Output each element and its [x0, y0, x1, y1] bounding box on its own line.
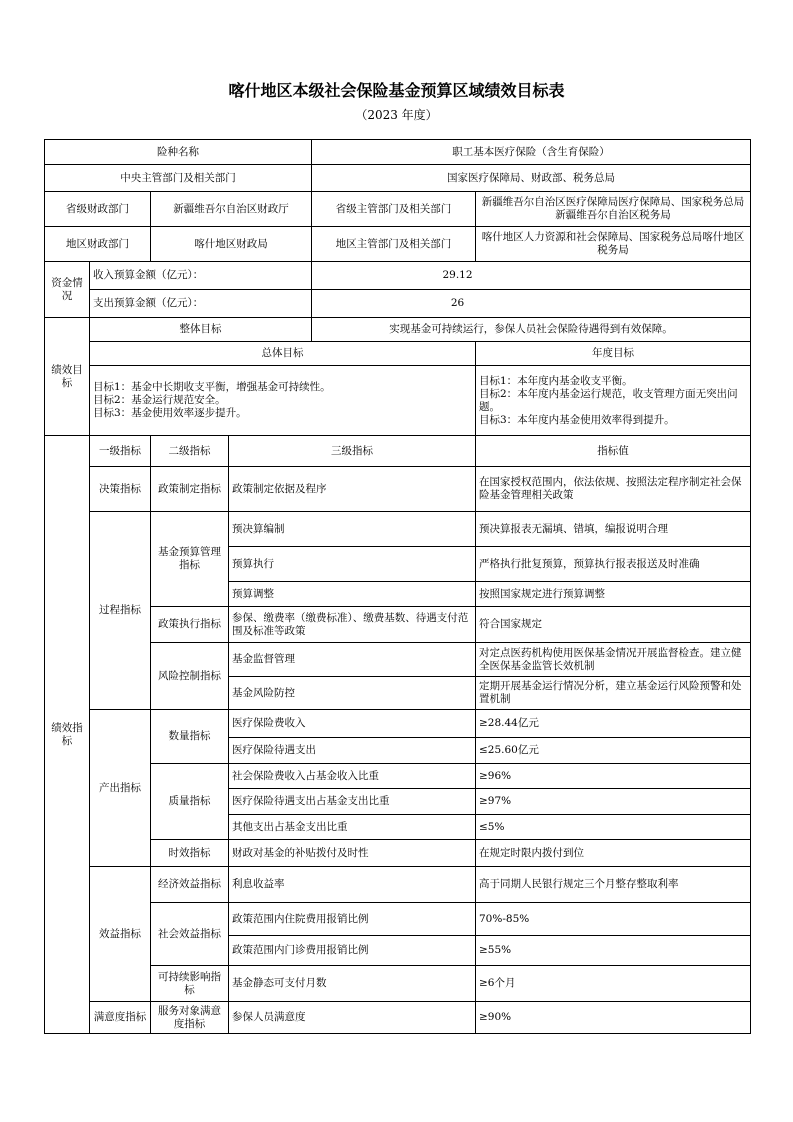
annual-goal-label: 年度目标 [476, 342, 751, 366]
level3-cell: 基金风险防控 [229, 677, 476, 710]
value-cell: ≥96% [476, 764, 751, 789]
funds-section-label: 资金情况 [45, 262, 90, 318]
level2-budget-mgmt: 基金预算管理指标 [151, 512, 229, 607]
total-goal-label: 总体目标 [90, 342, 476, 366]
annual-goal-value: 目标1：本年度内基金收支平衡。 目标2：本年度内基金运行规范，收支管理方面无突出问题。 目标3：本年度内基金使用效率得到提升。 [476, 366, 751, 436]
value-cell: ≥6个月 [476, 966, 751, 1002]
overall-goal-label: 整体目标 [90, 318, 312, 342]
level3-cell: 政策制定依据及程序 [229, 467, 476, 512]
level2-quality: 质量指标 [151, 764, 229, 840]
level1-benefit: 效益指标 [90, 867, 151, 1002]
prov-dept-value: 新疆维吾尔自治区医疗保障局医疗保障局、国家税务总局新疆维吾尔自治区税务局 [476, 192, 751, 227]
total-goal-value: 目标1：基金中长期收支平衡，增强基金可持续性。 目标2：基金运行规范安全。 目标3：基金使用效率逐步提升。 [90, 366, 476, 436]
value-cell: ≥28.44亿元 [476, 710, 751, 738]
level3-cell: 政策范围内门诊费用报销比例 [229, 936, 476, 966]
table-row [45, 1002, 751, 1034]
value-cell: 在国家授权范围内，依法依规、按照法定程序制定社会保险基金管理相关政策 [476, 467, 751, 512]
value-cell: ≥55% [476, 936, 751, 966]
value-cell: 高于同期人民银行规定三个月整存整取利率 [476, 867, 751, 903]
insurance-name-value: 职工基本医疗保险（含生育保险） [312, 140, 751, 165]
level1-output: 产出指标 [90, 710, 151, 867]
level3-cell: 医疗保险费收入 [229, 710, 476, 738]
level3-cell: 参保人员满意度 [229, 1002, 476, 1034]
h-level2: 二级指标 [151, 436, 229, 467]
local-dept-label: 地区主管部门及相关部门 [312, 227, 476, 262]
prov-dept-label: 省级主管部门及相关部门 [312, 192, 476, 227]
central-dept-value: 国家医疗保障局、财政部、税务总局 [312, 165, 751, 192]
value-cell: 预决算报表无漏填、错填，编报说明合理 [476, 512, 751, 547]
value-cell: ≥97% [476, 789, 751, 815]
value-cell: 按照国家规定进行预算调整 [476, 582, 751, 607]
level3-cell: 预算执行 [229, 547, 476, 582]
level2-sustain: 可持续影响指标 [151, 966, 229, 1002]
value-cell: 定期开展基金运行情况分析，建立基金运行风险预警和处置机制 [476, 677, 751, 710]
goals-section-label: 绩效目标 [45, 318, 90, 436]
level2-timeliness: 时效指标 [151, 840, 229, 867]
indicator-header-row [45, 436, 751, 467]
level3-cell: 医疗保险待遇支出 [229, 738, 476, 764]
level3-cell: 医疗保险待遇支出占基金支出比重 [229, 789, 476, 815]
level3-cell: 利息收益率 [229, 867, 476, 903]
prov-finance-value: 新疆维吾尔自治区财政厅 [151, 192, 312, 227]
indicators-section-label: 绩效指标 [45, 436, 90, 1034]
level2-policy-making: 政策制定指标 [151, 467, 229, 512]
page-title: 喀什地区本级社会保险基金预算区域绩效目标表 [228, 81, 565, 100]
value-cell: 严格执行批复预算，预算执行报表报送及时准确 [476, 547, 751, 582]
value-cell: 在规定时限内拨付到位 [476, 840, 751, 867]
value-cell: ≤25.60亿元 [476, 738, 751, 764]
local-row [45, 227, 751, 262]
level2-risk: 风险控制指标 [151, 643, 229, 710]
level3-cell: 社会保险费收入占基金收入比重 [229, 764, 476, 789]
income-value: 29.12 [312, 262, 751, 290]
h-level1: 一级指标 [90, 436, 151, 467]
value-cell: ≥90% [476, 1002, 751, 1034]
level1-satisfaction: 满意度指标 [90, 1002, 151, 1034]
goal-values-row [45, 366, 751, 436]
level2-social: 社会效益指标 [151, 903, 229, 966]
level3-cell: 其他支出占基金支出比重 [229, 815, 476, 840]
level2-quantity: 数量指标 [151, 710, 229, 764]
value-cell: 对定点医药机构使用医保基金情况开展监督检查。建立健全医保基金监管长效机制 [476, 643, 751, 677]
level3-cell: 财政对基金的补贴拨付及时性 [229, 840, 476, 867]
level2-policy-exec: 政策执行指标 [151, 607, 229, 643]
overall-goal-value: 实现基金可持续运行，参保人员社会保险待遇得到有效保障。 [312, 318, 751, 342]
table-row [45, 966, 751, 1002]
table-row [45, 867, 751, 903]
level1-process: 过程指标 [90, 512, 151, 710]
value-cell: ≤5% [476, 815, 751, 840]
prov-row [45, 192, 751, 227]
level1-decision: 决策指标 [90, 467, 151, 512]
central-dept-label: 中央主管部门及相关部门 [45, 165, 312, 192]
h-value: 指标值 [476, 436, 751, 467]
income-label: 收入预算金额（亿元）： [90, 262, 312, 290]
level3-cell: 基金监督管理 [229, 643, 476, 677]
table-row [45, 512, 751, 547]
prov-finance-label: 省级财政部门 [45, 192, 151, 227]
local-dept-value: 喀什地区人力资源和社会保障局、国家税务总局喀什地区税务局 [476, 227, 751, 262]
level2-economic: 经济效益指标 [151, 867, 229, 903]
level3-cell: 预决算编制 [229, 512, 476, 547]
insurance-name-row [45, 140, 751, 165]
local-finance-value: 喀什地区财政局 [151, 227, 312, 262]
overall-goal-row [45, 318, 751, 342]
table-row [45, 840, 751, 867]
value-cell: 70%-85% [476, 903, 751, 936]
expense-label: 支出预算金额（亿元）： [90, 290, 312, 318]
central-dept-row [45, 165, 751, 192]
expense-row [45, 290, 751, 318]
table-row [45, 710, 751, 738]
page-subtitle: （2023 年度） [355, 108, 438, 122]
level3-cell: 基金静态可支付月数 [229, 966, 476, 1002]
table-row [45, 764, 751, 789]
expense-value: 26 [312, 290, 751, 318]
table-row [45, 643, 751, 677]
local-finance-label: 地区财政部门 [45, 227, 151, 262]
insurance-name-label: 险种名称 [45, 140, 312, 165]
h-level3: 三级指标 [229, 436, 476, 467]
table-row [45, 467, 751, 512]
table-row [45, 903, 751, 936]
goal-headers-row [45, 342, 751, 366]
income-row [45, 262, 751, 290]
table-row [45, 607, 751, 643]
level3-cell: 预算调整 [229, 582, 476, 607]
value-cell: 符合国家规定 [476, 607, 751, 643]
level3-cell: 参保、缴费率（缴费标准）、缴费基数、待遇支付范围及标准等政策 [229, 607, 476, 643]
level3-cell: 政策范围内住院费用报销比例 [229, 903, 476, 936]
performance-table [44, 139, 751, 1034]
level2-service: 服务对象满意度指标 [151, 1002, 229, 1034]
